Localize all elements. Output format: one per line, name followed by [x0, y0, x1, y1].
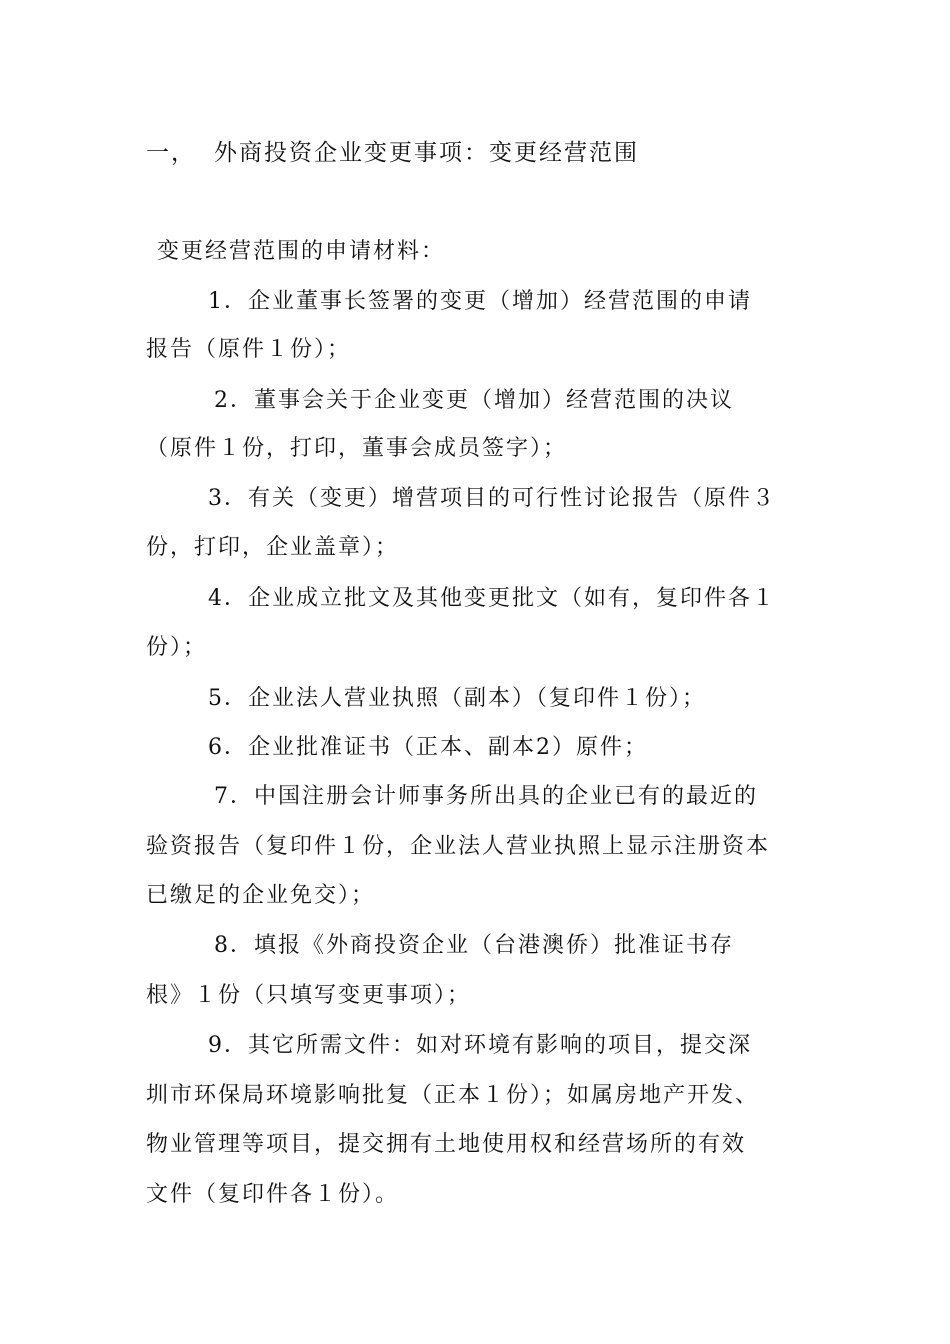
item-5-line-1: 5．企业法人营业执照（副本）（复印件１份）； [208, 686, 706, 711]
item-9-line-1: 9．其它所需文件：如对环境有影响的项目，提交深 [208, 1033, 752, 1058]
item-7-line-1: 7．中国注册会计师事务所出具的企业已有的最近的 [214, 784, 758, 809]
item-3-line-1: 3．有关（变更）增营项目的可行性讨论报告（原件３ [208, 486, 776, 511]
materials-subheading: 变更经营范围的申请材料： [157, 239, 446, 264]
section-title: 外商投资企业变更事项：变更经营范围 [214, 140, 639, 166]
item-7-line-2: 验资报告（复印件１份，企业法人营业执照上显示注册资本 [146, 834, 771, 859]
item-9-line-4: 文件（复印件各１份）。 [146, 1182, 400, 1207]
item-3-line-2: 份，打印，企业盖章）； [146, 535, 400, 560]
item-2-line-2: （原件１份，打印，董事会成员签字）； [146, 436, 568, 461]
item-8-line-1: 8．填报《外商投资企业（台港澳侨）批准证书存 [214, 933, 734, 958]
item-4-line-2: 份）； [146, 635, 208, 660]
section-heading [146, 138, 639, 168]
item-9-line-3: 物业管理等项目，提交拥有土地使用权和经营场所的有效 [146, 1132, 747, 1157]
item-1-line-1: 1．企业董事长签署的变更（增加）经营范围的申请 [208, 289, 752, 314]
item-7-line-3: 已缴足的企业免交）； [146, 883, 376, 908]
item-8-line-2: 根》１份（只填写变更事项）； [146, 983, 472, 1008]
item-1-line-2: 报告（原件１份）； [146, 337, 352, 362]
item-4-line-1: 4．企业成立批文及其他变更批文（如有，复印件各１ [208, 586, 776, 611]
item-2-line-1: 2．董事会关于企业变更（增加）经营范围的决议 [214, 388, 734, 413]
item-6-line-1: 6．企业批准证书（正本、副本2）原件； [208, 735, 648, 760]
section-number: 一， [146, 140, 196, 166]
item-9-line-2: 圳市环保局环境影响批复（正本１份）；如属房地产开发、 [146, 1083, 760, 1108]
